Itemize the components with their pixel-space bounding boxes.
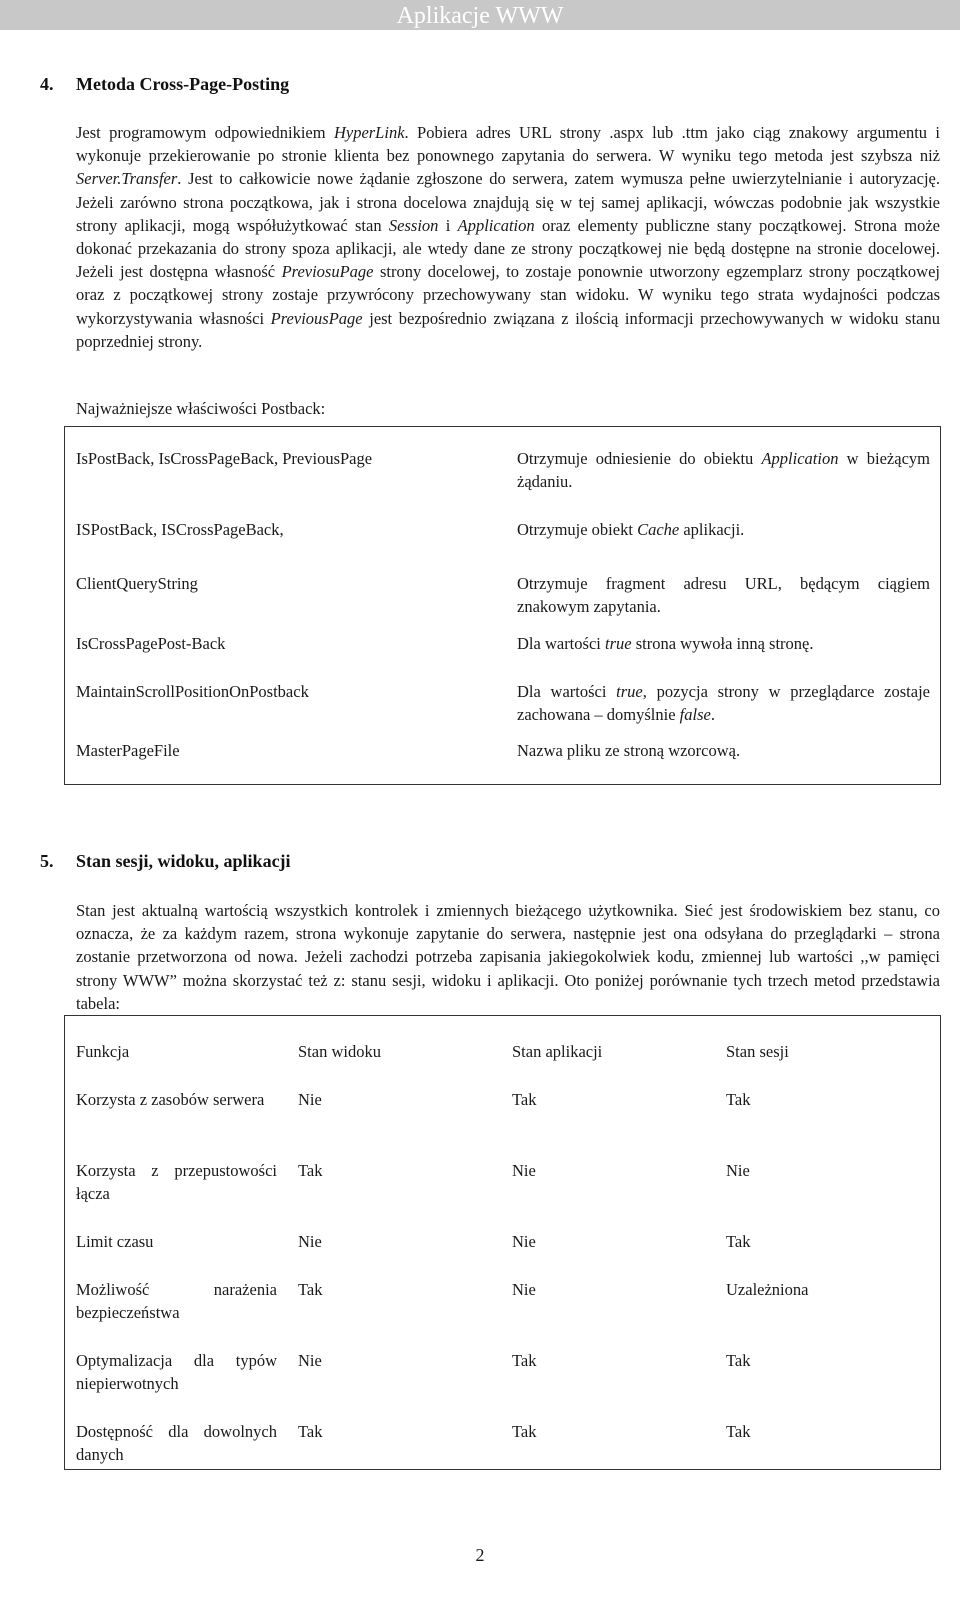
text-run: Otrzymuje fragment adresu URL, będącym ciągiem znakowym zapytania. [517,573,930,616]
table-row [65,1278,941,1349]
table-cell: Tak [726,1421,751,1441]
text-run: i [438,215,458,235]
prop-name: ISPostBack, ISCrossPageBack, [76,519,284,539]
props-label: Najważniejsze właściwości Postback: [76,399,326,418]
table-cell: Nie [512,1160,536,1180]
prop-name: ClientQueryString [76,573,198,593]
text-run: strona wywoła inną stronę. [631,633,814,653]
section-5-number: 5. [40,851,54,871]
comparison-table [64,1015,941,1470]
table-cell: Tak [512,1421,537,1441]
table-cell: Limit czasu [76,1231,154,1251]
section-4-heading [40,74,289,95]
text-run-italic: PreviosuPage [281,262,374,282]
header-cell: Funkcja [76,1042,130,1061]
table-cell: Tak [512,1350,537,1370]
table-cell: Tak [298,1421,323,1441]
section-4-number: 4. [40,74,54,94]
prop-desc [506,547,941,619]
prop-desc [506,619,941,667]
text-run: . Pobiera adres URL strony .aspx lub .ttm jako ciąg znakowy argumentu i wykonuje przekierowanie po stronie klienta bez ponownego zapytania do serwera. W wyniku tego metoda jest szybsza niż [76,123,941,166]
table-cell: Tak [726,1089,751,1109]
table-row [65,1349,941,1420]
text-run-italic: PreviousPage [270,308,363,328]
table-cell: Dostępność dla dowolnych danych [76,1421,277,1464]
table-header-row [65,1016,941,1088]
table-row [65,427,941,499]
section-5-paragraph: Stan jest aktualną wartością wszystkich kontrolek i zmiennych bieżącego użytkownika. Sieć jest środowiskiem bez stanu, co oznacza, że za każdym razem, strona wykonuje zapytanie do serwera, następnie jest ona odsyłana do przeglądarki – strona zostanie przetworzona od nowa. Jeżeli zachodzi potrzeba zapisania jakiegokolwiek kodu, zmiennej lub wartości ,,w pamięci strony WWW” można skorzystać też z: stanu sesji, widoku i aplikacji. Oto poniżej porównanie tych trzech metod przedstawia tabela: [76,901,940,1013]
text-run-italic: HyperLink [333,123,405,142]
table-cell: Korzysta z przepustowości łącza [76,1160,277,1203]
text-run-italic: false [679,704,711,724]
text-run-italic: Application [761,449,839,468]
text-run: jest bezpośrednio związana z ilością informacji przechowywanych w widoku stanu poprzedniej strony. [76,308,940,351]
text-run: Otrzymuje odniesienie do obiektu [517,449,762,468]
section-4-paragraph [76,121,940,353]
text-run: Nazwa pliku ze stroną wzorcową. [517,740,741,760]
text-run: Otrzymuje obiekt [517,519,638,539]
text-run: strony docelowej, to zostaje ponownie utworzony egzemplarz strony początkowej oraz z początkowej strony zostaje przywrócony przechowywany stan widoku. W wyniku tego strata wydajności podczas wykorzystywania własności [76,262,940,328]
text-run: . [710,704,715,724]
table-row [65,1159,941,1230]
table-row [65,667,941,739]
prop-desc [506,499,941,547]
text-run-italic: true [616,681,643,701]
properties-table [64,426,941,785]
table-cell: Nie [298,1350,322,1370]
table-cell: Nie [512,1279,536,1299]
table-cell: Możliwość narażenia bezpieczeństwa [76,1279,277,1322]
table-row [65,547,941,619]
prop-name: MasterPageFile [76,740,180,760]
table-cell: Nie [298,1231,322,1251]
page-header [0,0,960,30]
table-cell: Tak [298,1160,323,1180]
text-run: Jest programowym odpowiednikiem [76,123,334,142]
section-5-title: Stan sesji, widoku, aplikacji [76,851,291,871]
table-row [65,1420,941,1470]
table-cell: Korzysta z zasobów serwera [76,1089,265,1109]
table-cell: Tak [726,1350,751,1370]
table-row [65,619,941,667]
table-cell: Nie [512,1231,536,1251]
table-cell: Tak [512,1089,537,1109]
table-row [65,1088,941,1159]
header-cell: Stan sesji [726,1042,789,1061]
table-row [65,499,941,547]
text-run-italic: Session [388,215,439,235]
table-cell: Uzależniona [726,1279,809,1299]
text-run: . Jest to całkowicie nowe żądanie zgłoszone do serwera, zatem wymusza pełne uwierzytelnianie i autoryzację. Jeżeli zarówno strona początkowa, jak i strona docelowa znajdują się w tej samej aplikacji, wówczas podobnie jak wszystkie strony aplikacji, mogą współużytkować stan [76,169,940,235]
header-title: Aplikacje WWW [396,3,564,29]
header-cell: Stan aplikacji [512,1042,603,1061]
table-cell: Tak [298,1279,323,1299]
text-run-italic: Cache [637,519,680,539]
prop-name: MaintainScrollPositionOnPostback [76,681,309,701]
text-run: w bieżącym żądaniu. [517,449,930,491]
table-cell: Nie [298,1089,322,1109]
section-4-title: Metoda Cross-Page-Posting [76,74,290,94]
prop-name: IsPostBack, IsCrossPageBack, PreviousPage [76,449,373,468]
page-number: 2 [475,1545,485,1565]
text-run: aplikacji. [679,519,745,539]
text-run: , pozycja strony w przeglądarce zostaje zachowana – domyślnie [517,681,930,724]
text-run-italic: true [604,633,632,653]
table-row [65,1230,941,1278]
table-cell: Nie [726,1160,750,1180]
text-run-italic: Server.Transfer [76,169,178,189]
section-5-heading [40,851,291,872]
table-cell: Tak [726,1231,751,1251]
table-row [65,739,941,785]
header-cell: Stan widoku [298,1042,381,1061]
text-run: oraz elementy publiczne stany początkowej. Strona może dokonać przekazania do strony spoza aplikacji, ale wtedy dane ze strony początkowej nie będą dostępne na stronie docelowej. Jeżeli jest dostępna własność [76,215,940,282]
prop-desc [506,427,941,499]
prop-desc [506,667,941,739]
prop-desc [506,739,941,785]
prop-name: IsCrossPagePost-Back [76,633,226,653]
text-run: Dla wartości [517,681,617,701]
text-run-italic: Application [457,215,535,235]
table-cell: Optymalizacja dla typów niepierwotnych [76,1350,277,1393]
text-run: Dla wartości [517,633,605,653]
